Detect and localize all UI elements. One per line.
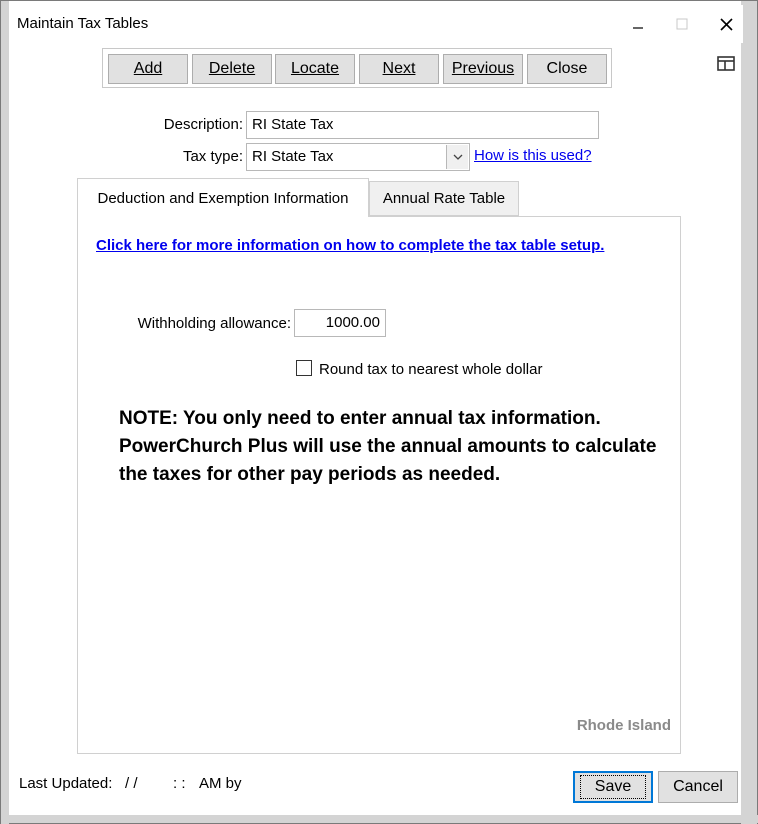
tab-deduction-exemption[interactable]: Deduction and Exemption Information (77, 178, 369, 217)
maximize-button[interactable] (659, 9, 705, 39)
layout-panel-icon (717, 56, 735, 71)
tab-annual-rate-table[interactable]: Annual Rate Table (369, 181, 519, 216)
locate-button[interactable] (275, 54, 355, 84)
close-button-label: Close (546, 60, 588, 77)
last-updated-time: : : (173, 775, 186, 792)
minimize-icon (632, 18, 644, 30)
last-updated-label: Last Updated: (19, 775, 113, 792)
description-label: Description: (163, 116, 243, 133)
locate-button-label: Locate (290, 60, 340, 77)
last-updated-date: / / (125, 775, 138, 792)
delete-button[interactable] (192, 54, 272, 84)
description-input[interactable]: RI State Tax (246, 111, 599, 139)
previous-button-label: Previous (451, 60, 515, 77)
previous-button[interactable] (443, 54, 523, 84)
add-button-label: Add (133, 60, 163, 77)
withholding-allowance-label: Withholding allowance: (137, 315, 291, 332)
state-name: Rhode Island (576, 717, 671, 734)
maximize-icon (676, 18, 688, 30)
cancel-button[interactable] (658, 771, 738, 803)
cancel-button-label: Cancel (673, 778, 723, 795)
how-is-this-used-link[interactable]: How is this used? (474, 147, 592, 164)
tax-type-select[interactable] (246, 143, 470, 171)
annual-tax-note: NOTE: You only need to enter annual tax information. PowerChurch Plus will use the annual amounts to calculate the taxes for other pay periods as needed. (119, 408, 657, 485)
last-updated-ampm-by: AM by (199, 775, 242, 792)
delete-button-label: Delete (208, 60, 256, 77)
close-button[interactable] (527, 54, 607, 84)
minimize-button[interactable] (615, 9, 661, 39)
chevron-down-icon (453, 154, 463, 160)
layout-toggle-button[interactable] (717, 56, 735, 71)
add-button[interactable] (108, 54, 188, 84)
record-toolbar (102, 48, 612, 88)
window-frame-right (741, 1, 757, 824)
close-icon (720, 18, 733, 31)
window-title: Maintain Tax Tables (17, 15, 149, 32)
next-button-label: Next (382, 60, 416, 77)
tax-table-setup-info-link[interactable]: Click here for more information on how to complete the tax table setup. (96, 237, 605, 254)
window-frame-left (1, 1, 9, 824)
close-window-button[interactable] (703, 9, 749, 39)
tax-type-label: Tax type: (182, 148, 243, 165)
title-bar[interactable] (9, 5, 743, 43)
save-button[interactable] (573, 771, 653, 803)
window-frame-bottom (1, 815, 758, 823)
next-button[interactable] (359, 54, 439, 84)
round-tax-checkbox[interactable] (296, 360, 312, 376)
tax-type-dropdown-button[interactable] (446, 145, 468, 169)
withholding-allowance-input[interactable]: 1000.00 (294, 309, 386, 337)
round-tax-label[interactable]: Round tax to nearest whole dollar (319, 361, 543, 378)
tax-type-value: RI State Tax (252, 148, 334, 165)
save-button-label: Save (580, 775, 646, 799)
